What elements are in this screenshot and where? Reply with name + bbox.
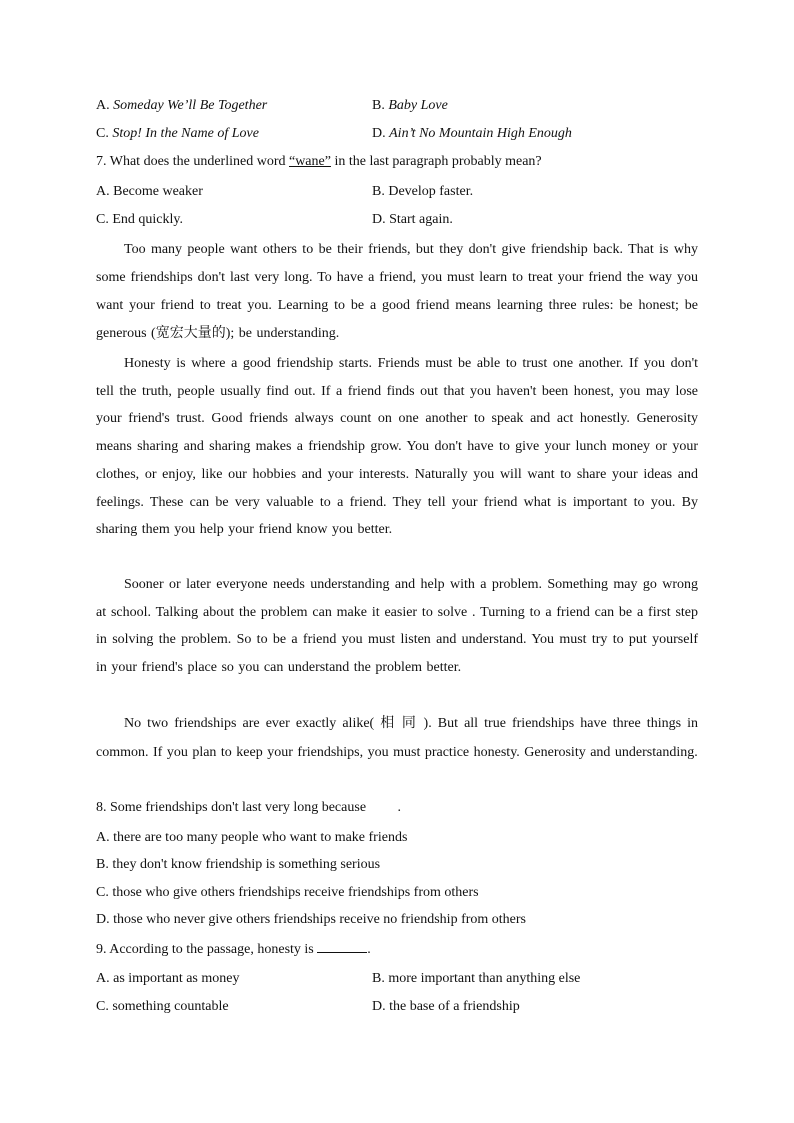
underlined-word: “wane” (288, 154, 331, 169)
option-letter: D. (372, 126, 386, 141)
option-text: Stop! In the Name of Love (112, 126, 259, 141)
question-number: 8. (96, 800, 107, 815)
answer-blank (317, 940, 367, 953)
stem-text: According to the passage, honesty is (109, 942, 314, 957)
passage-paragraph-1: Too many people want others to be their friends, but they don't give friendship back. That is why some friendships don't last very long. To have a friend, you must learn to treat your friend the way you want your friend to treat you. Learning to be a good friend means learning three rules: be honest; be generous (宽宏大量的); be understanding. (96, 242, 698, 341)
q6-option-b (372, 97, 448, 115)
q6-option-a (96, 97, 267, 115)
option-text: Ain’t No Mountain High Enough (389, 126, 572, 141)
stem-text: Some friendships don't last very long because (110, 800, 367, 815)
q8-option-a: A. there are too many people who want to make friends (96, 830, 408, 845)
question-number: 7. (96, 154, 107, 169)
stem-after: in the last paragraph probably mean? (334, 154, 542, 169)
passage-paragraph-2: Honesty is where a good friendship starts. Friends must be able to trust one another. If you don't tell the truth, people usually find out. If a friend finds out that you haven't been honest, you may lose your friend's trust. Good friends always count on one another to speak and act honestly. Generosity means sharing and sharing makes a friendship grow. You don't have to give your lunch money or your clothes, or enjoy, like our hobbies and your interests. Naturally you will want to share your ideas and feelings. These can be very valuable to a friend. They tell your friend what is important to you. By sharing them you help your friend know you better. (96, 356, 698, 538)
passage-paragraph-3: Sooner or later everyone needs understanding and help with a problem. Something may go wrong at school. Talking about the problem can make it easier to solve . Turning to a friend can be a first step in solving the problem. So to be a friend you must listen and understand. You must try to put yourself in your friend's place so you can understand the problem better. (96, 577, 698, 675)
q9-option-c: C. something countable (96, 999, 229, 1014)
q9-option-d: D. the base of a friendship (372, 999, 520, 1014)
passage-paragraph-4: No two friendships are ever exactly alike( 相 同 ). But all true friendships have three things in common. If you plan to keep your friendships, you must practice honesty. Generosity and understanding. (96, 716, 698, 760)
q7-option-d: D. Start again. (372, 212, 453, 227)
q7-option-c: C. End quickly. (96, 212, 183, 227)
q8-option-c: C. those who give others friendships receive friendships from others (96, 885, 479, 900)
question-number: 9. (96, 942, 107, 957)
q9-option-a: A. as important as money (96, 971, 240, 986)
stem-before: What does the underlined word (109, 154, 286, 169)
q9-option-b: B. more important than anything else (372, 971, 581, 986)
q8-option-d: D. those who never give others friendships receive no friendship from others (96, 912, 526, 927)
q8-stem: 8. Some friendships don't last very long because . (96, 800, 402, 815)
q7-option-b: B. Develop faster. (372, 184, 474, 199)
option-text: Someday We’ll Be Together (113, 98, 268, 113)
option-letter: B. (372, 98, 385, 113)
q9-stem: 9. According to the passage, honesty is . (96, 942, 371, 957)
q6-option-d (372, 125, 572, 143)
option-text: Baby Love (388, 98, 448, 113)
q7-stem (96, 153, 542, 171)
option-letter: A. (96, 98, 110, 113)
q6-option-c (96, 125, 259, 143)
q7-option-a: A. Become weaker (96, 184, 203, 199)
option-letter: C. (96, 126, 109, 141)
q8-option-b: B. they don't know friendship is something serious (96, 857, 381, 872)
